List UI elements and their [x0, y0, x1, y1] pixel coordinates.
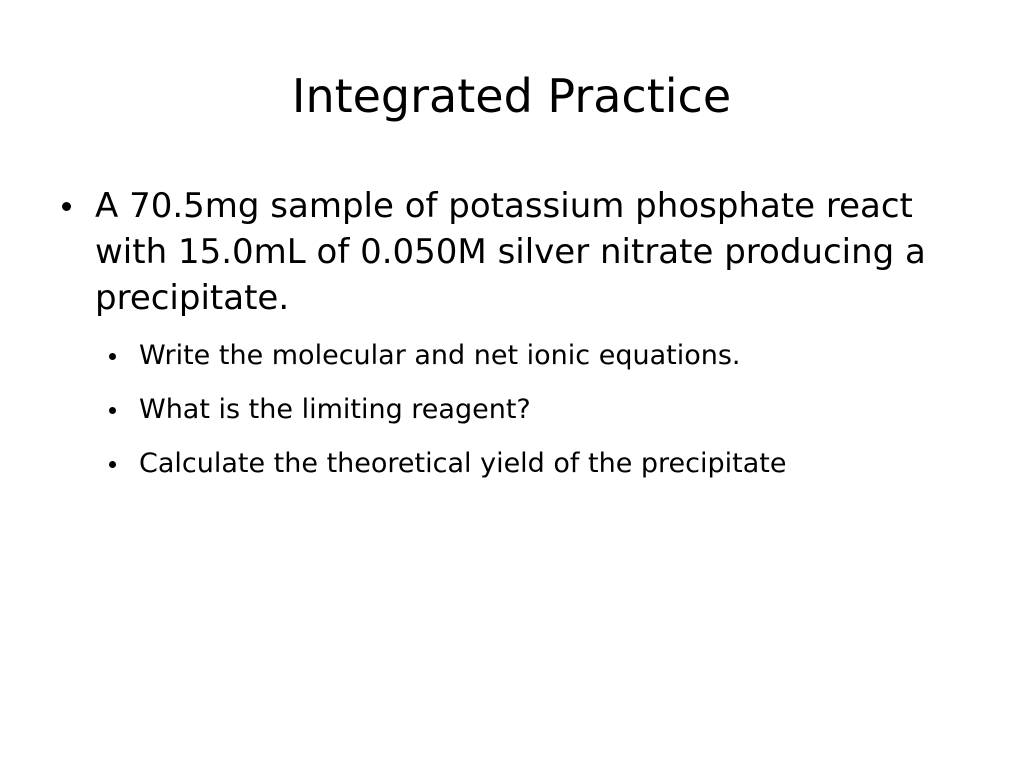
sub-bullet-item	[139, 390, 999, 430]
sub-bullet-item	[139, 444, 999, 484]
sub-bullet-dot-icon	[109, 353, 116, 360]
sub-bullet-dot-icon	[109, 407, 116, 414]
slide-title: Integrated Practice	[291, 69, 732, 123]
bullet-dot-icon	[62, 202, 71, 211]
sub-bullet-text: Write the molecular and net ionic equations.	[139, 340, 741, 371]
bullet-item	[95, 183, 995, 321]
sub-bullet-text: What is the limiting reagent?	[139, 394, 531, 425]
sub-bullet-list	[139, 336, 999, 498]
bullet-text: A 70.5mg sample of potassium phosphate react with 15.0mL of 0.050M silver nitrate producing a precipitate.	[95, 186, 926, 318]
sub-bullet-dot-icon	[109, 461, 116, 468]
sub-bullet-text: Calculate the theoretical yield of the precipitate	[139, 448, 787, 479]
sub-bullet-item	[139, 336, 999, 376]
